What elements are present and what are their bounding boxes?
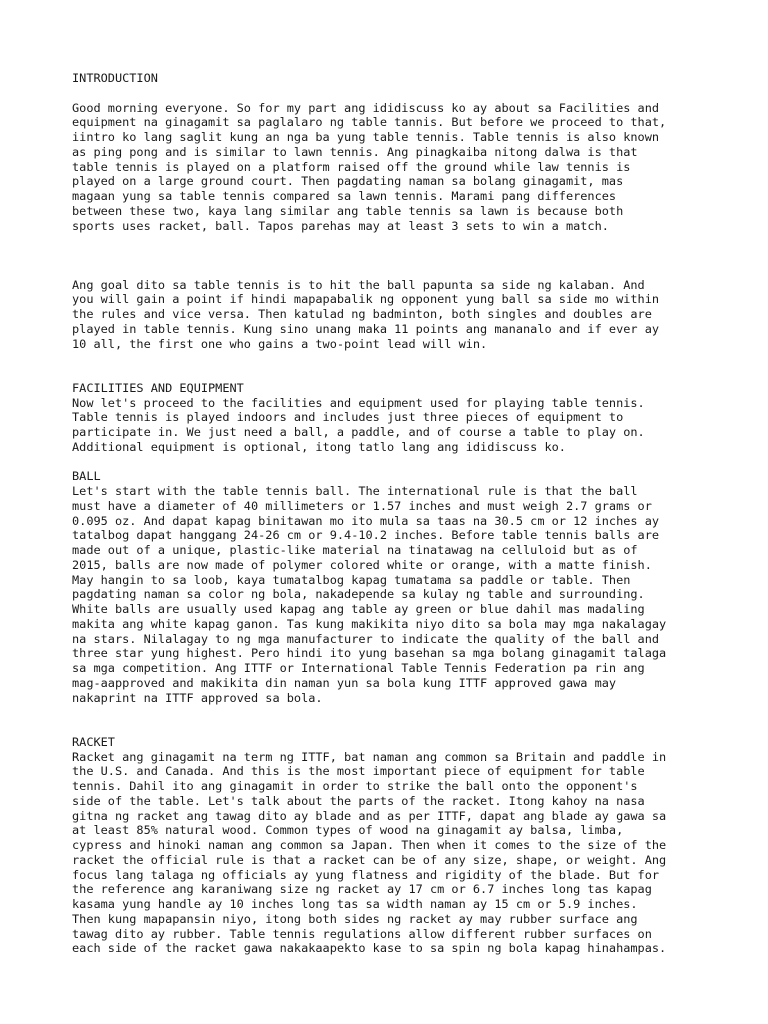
spacer [72,455,712,470]
spacer [72,351,712,381]
facilities-paragraph: Now let's proceed to the facilities and equipment used for playing table tennis. Table tennis is played indoors and includes just three pieces of equipment to participate in. We just need a ball, a paddle, and of course a table to play on. Additional equipment is optional, itong tatlo lang ang ididiscuss ko. [72,395,645,454]
introduction-heading: INTRODUCTION [72,71,158,85]
racket-paragraph: Racket ang ginagamit na term ng ITTF, bat naman ang common sa Britain and paddle in the U.S. and Canada. And this is the most important piece of equipment for table tennis. Dahil ito ang ginagamit in order to strike the ball onto the opponent's side of the table. Let's talk about the parts of the racket. Itong kahoy na nasa gitna ng racket ang tawag dito ay blade and as per ITTF, dapat ang blade ay gawa sa at least 85% natural wood. Common types of wood na ginagamit ay balsa, limba, cypress and hinoki naman ang common sa Japan. Then when it comes to the size of the racket the official rule is that a racket can be of any size, shape, or weight. Ang focus lang talaga ng officials ay yung flatness and rigidity of the blade. But for the reference ang karaniwang size ng racket ay 17 cm or 6.7 inches long tas kapag kasama yung handle ay 10 inches long tas sa width naman ay 15 cm or 5.9 inches. Then kung mapapansin niyo, itong both sides ng racket ay may rubber surface ang tawag dito ay rubber. Table tennis regulations allow different rubber surfaces on each side of the racket gawa nakakaapekto kase to sa spin ng bola kapag hinahampas. [72,749,667,956]
ball-heading: BALL [72,469,101,484]
document-page [72,71,712,956]
spacer [72,705,712,735]
spacer [72,233,712,263]
racket-heading: RACKET [72,734,115,749]
introduction-paragraph-1: Good morning everyone. So for my part ang ididiscuss ko ay about sa Facilities and equipment na ginagamit sa paglalaro ng table tannis. But before we proceed to that, iintro ko lang saglit kung an nga ba yung table tennis. Table tennis is also known as ping pong and is similar to lawn tennis. Ang pinagkaiba nitong dalwa is that table tennis is played on a platform raised off the ground while law tennis is played on a large ground court. Then pagdating naman sa bolang ginagamit, mas magaan yung sa table tennis compared sa lawn tennis. Marami pang differences between these two, kaya lang similar ang table tennis sa lawn is because both sports uses racket, ball. Tapos parehas may at least 3 sets to win a match. [72,100,667,233]
spacer [72,86,712,101]
introduction-paragraph-2: Ang goal dito sa table tennis is to hit the ball papunta sa side ng kalaban. And you will gain a point if hindi mapapabalik ng opponent yung ball sa side mo within the rules and vice versa. Then katulad ng badminton, both singles and doubles are played in table tennis. Kung sino unang maka 11 points ang mananalo and if ever ay 10 all, the first one who gains a two-point lead will win. [72,277,660,351]
ball-paragraph: Let's start with the table tennis ball. The international rule is that the ball must have a diameter of 40 millimeters or 1.57 inches and must weigh 2.7 grams or 0.095 oz. And dapat kapag binitawan mo ito mula sa taas na 30.5 cm or 12 inches ay tatalbog dapat hanggang 24-26 cm or 9.4-10.2 inches. Before table tennis balls are made out of a unique, plastic-like material na tinatawag na celluloid but as of 2015, balls are now made of polymer colored white or orange, with a matte finish. May hangin to sa loob, kaya tumatalbog kapag tumatama sa paddle or table. Then pagdating naman sa color ng bola, nakadepende sa kulay ng table and surrounding. White balls are usually used kapag ang table ay green or blue dahil mas madaling makita ang white kapag ganon. Tas kung makikita niyo dito sa bola may mga nakalagay na stars. Nilalagay to ng mga manufacturer to indicate the quality of the ball and three star yung highest. Pero hindi ito yung basehan sa mga bolang ginagamit talaga sa mga competition. Ang ITTF or International Table Tennis Federation pa rin ang mag-aapproved and makikita din naman yun sa bola kung ITTF approved gawa may nakaprint na ITTF approved sa bola. [72,484,667,705]
spacer [72,263,712,278]
facilities-heading: FACILITIES AND EQUIPMENT [72,380,244,395]
